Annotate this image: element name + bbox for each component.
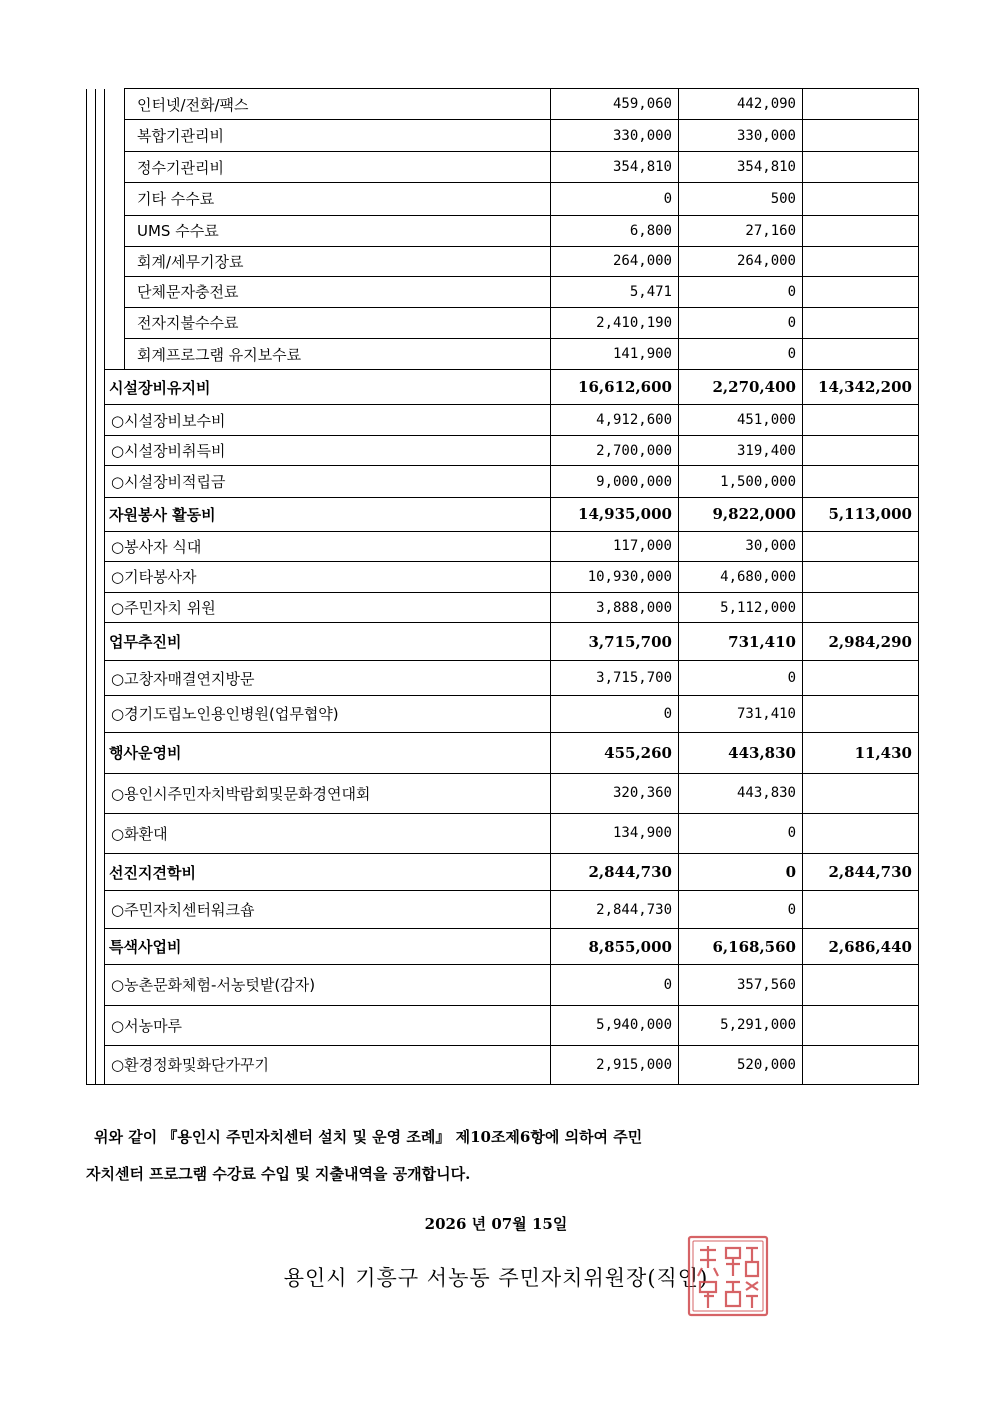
category-row [87,497,919,531]
table-row [87,561,919,592]
category-label: 선진지견학비 [105,853,551,890]
amount-cell: 443,830 [679,732,803,773]
expense-table [86,88,919,1085]
amount-cell: 264,000 [551,246,679,276]
table-row [87,1045,919,1084]
amount-cell: 0 [679,307,803,338]
amount-cell [803,89,919,120]
amount-cell: 354,810 [551,152,679,183]
amount-cell: 2,686,440 [803,929,919,965]
amount-cell: 0 [679,661,803,696]
amount-cell: 0 [551,965,679,1005]
amount-cell [803,592,919,622]
amount-cell: 3,715,700 [551,623,679,661]
item-label: ○고창자매결연지방문 [105,661,551,696]
item-label: 전자지불수수료 [125,307,551,338]
amount-cell [803,215,919,246]
item-label: ○환경정화및화단가꾸기 [105,1045,551,1084]
amount-cell: 264,000 [679,246,803,276]
table-row [87,661,919,696]
amount-cell: 5,113,000 [803,497,919,531]
item-label: ○주민자치 위원 [105,592,551,622]
amount-cell: 6,800 [551,215,679,246]
amount-cell: 0 [679,891,803,929]
amount-cell [803,891,919,929]
document-date: 2026 년 07월 15일 [424,1215,568,1233]
amount-cell: 0 [551,696,679,732]
amount-cell [803,307,919,338]
item-label: ○시설장비취득비 [105,436,551,466]
table-row [87,405,919,436]
item-label: 기타 수수료 [125,183,551,215]
amount-cell: 2,984,290 [803,623,919,661]
amount-cell [803,1005,919,1045]
table-row [87,436,919,466]
table-row [87,338,919,369]
amount-cell: 2,270,400 [679,370,803,405]
item-label: ○기타봉사자 [105,561,551,592]
amount-cell: 520,000 [679,1045,803,1084]
amount-cell: 731,410 [679,696,803,732]
category-row [87,929,919,965]
table-row [87,1005,919,1045]
amount-cell [803,661,919,696]
amount-cell: 5,291,000 [679,1005,803,1045]
table-row [87,276,919,307]
amount-cell [803,405,919,436]
amount-cell: 354,810 [679,152,803,183]
amount-cell: 0 [679,813,803,853]
amount-cell: 3,888,000 [551,592,679,622]
item-label: ○경기도립노인용인병원(업무협약) [105,696,551,732]
amount-cell: 6,168,560 [679,929,803,965]
amount-cell [803,696,919,732]
amount-cell: 731,410 [679,623,803,661]
amount-cell [803,183,919,215]
amount-cell: 9,822,000 [679,497,803,531]
amount-cell: 5,940,000 [551,1005,679,1045]
amount-cell: 500 [679,183,803,215]
amount-cell: 2,844,730 [803,853,919,890]
item-label: UMS 수수료 [125,215,551,246]
amount-cell: 10,930,000 [551,561,679,592]
item-label: ○용인시주민자치박람회및문화경연대회 [105,773,551,813]
table-row [87,152,919,183]
amount-cell [803,773,919,813]
amount-cell [803,1045,919,1084]
amount-cell [803,561,919,592]
amount-cell: 141,900 [551,338,679,369]
table-row [87,696,919,732]
category-label: 행사운영비 [105,732,551,773]
amount-cell: 320,360 [551,773,679,813]
item-label: ○봉사자 식대 [105,531,551,561]
table-row [87,592,919,622]
amount-cell: 27,160 [679,215,803,246]
item-label: ○화환대 [105,813,551,853]
amount-cell: 4,912,600 [551,405,679,436]
amount-cell: 443,830 [679,773,803,813]
amount-cell: 11,430 [803,732,919,773]
amount-cell: 9,000,000 [551,466,679,497]
amount-cell: 0 [679,853,803,890]
amount-cell: 455,260 [551,732,679,773]
table-row [87,466,919,497]
table-row [87,215,919,246]
amount-cell: 357,560 [679,965,803,1005]
item-label: 정수기관리비 [125,152,551,183]
amount-cell: 0 [551,183,679,215]
amount-cell: 451,000 [679,405,803,436]
item-label: ○주민자치센터워크숍 [105,891,551,929]
amount-cell: 330,000 [551,120,679,152]
item-label: ○농촌문화체험-서농텃밭(감자) [105,965,551,1005]
table-row [87,307,919,338]
amount-cell: 16,612,600 [551,370,679,405]
disclosure-text-line2: 자치센터 프로그램 수강료 수입 및 지출내역을 공개합니다. [86,1165,471,1183]
table-row [87,531,919,561]
amount-cell: 0 [679,276,803,307]
amount-cell [803,246,919,276]
amount-cell: 442,090 [679,89,803,120]
item-label: 회계프로그램 유지보수료 [125,338,551,369]
category-row [87,732,919,773]
category-label: 업무추진비 [105,623,551,661]
amount-cell [803,120,919,152]
amount-cell [803,466,919,497]
amount-cell: 117,000 [551,531,679,561]
amount-cell: 2,844,730 [551,891,679,929]
item-label: 단체문자충전료 [125,276,551,307]
amount-cell: 2,915,000 [551,1045,679,1084]
amount-cell: 134,900 [551,813,679,853]
table-row [87,183,919,215]
amount-cell [803,965,919,1005]
item-label: ○서농마루 [105,1005,551,1045]
amount-cell: 2,844,730 [551,853,679,890]
amount-cell: 2,700,000 [551,436,679,466]
official-seal-icon [686,1234,770,1318]
category-label: 자원봉사 활동비 [105,497,551,531]
amount-cell [803,813,919,853]
table-row [87,246,919,276]
table-row [87,120,919,152]
amount-cell [803,531,919,561]
item-label: ○시설장비적립금 [105,466,551,497]
category-row [87,370,919,405]
amount-cell: 14,342,200 [803,370,919,405]
amount-cell: 2,410,190 [551,307,679,338]
amount-cell: 30,000 [679,531,803,561]
amount-cell: 4,680,000 [679,561,803,592]
signer-name: 용인시 기흥구 서농동 주민자치위원장(직인) [283,1266,709,1290]
amount-cell: 5,471 [551,276,679,307]
category-row [87,623,919,661]
disclosure-text-line1: 위와 같이 『용인시 주민자치센터 설치 및 운영 조례』 제10조제6항에 의하여 주민 [94,1128,643,1146]
amount-cell [803,276,919,307]
item-label: ○시설장비보수비 [105,405,551,436]
amount-cell: 0 [679,338,803,369]
category-label: 시설장비유지비 [105,370,551,405]
amount-cell: 8,855,000 [551,929,679,965]
category-label: 특색사업비 [105,929,551,965]
amount-cell: 319,400 [679,436,803,466]
item-label: 복합기관리비 [125,120,551,152]
item-label: 인터넷/전화/팩스 [125,89,551,120]
amount-cell: 3,715,700 [551,661,679,696]
table-row [87,965,919,1005]
amount-cell [803,338,919,369]
table-row [87,89,919,120]
amount-cell [803,152,919,183]
item-label: 회계/세무기장료 [125,246,551,276]
amount-cell: 459,060 [551,89,679,120]
table-row [87,891,919,929]
category-row [87,853,919,890]
amount-cell: 330,000 [679,120,803,152]
amount-cell [803,436,919,466]
table-row [87,773,919,813]
amount-cell: 5,112,000 [679,592,803,622]
amount-cell: 1,500,000 [679,466,803,497]
table-row [87,813,919,853]
amount-cell: 14,935,000 [551,497,679,531]
